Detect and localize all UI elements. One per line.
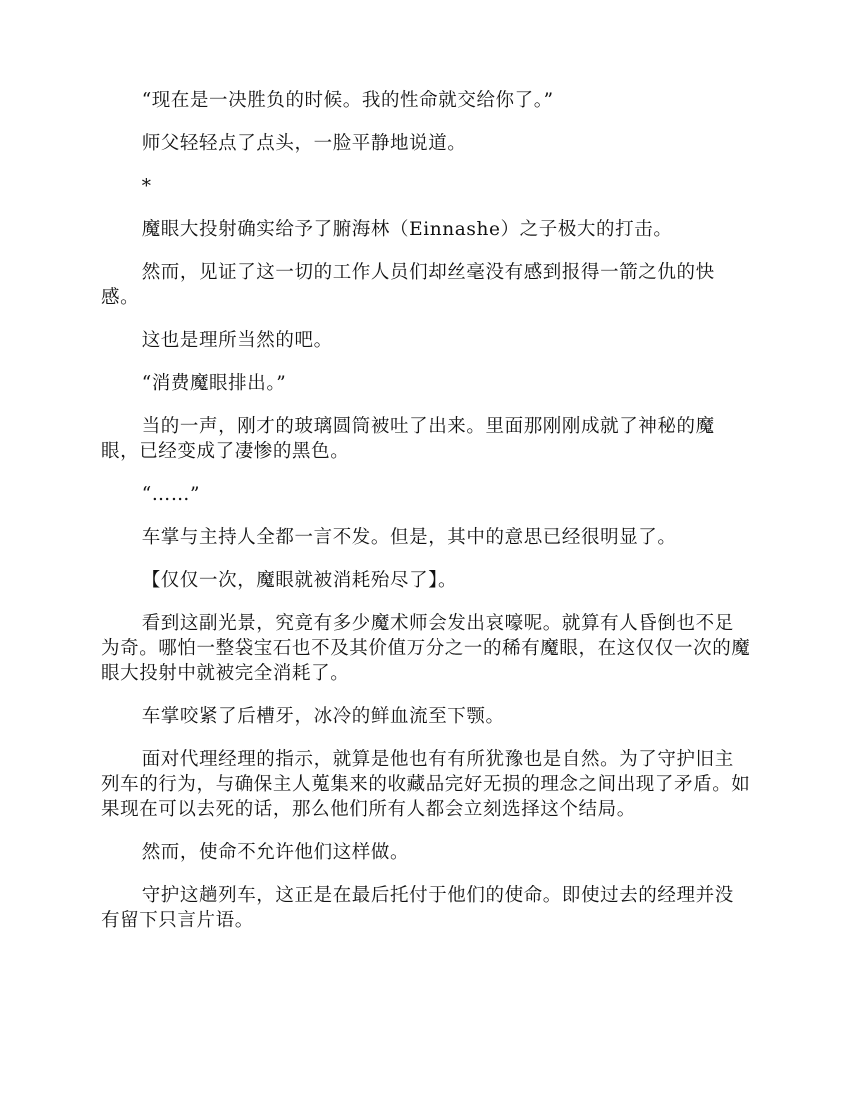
paragraph: 然而，见证了这一切的工作人员们却丝毫没有感到报得一箭之仇的快感。 (101, 262, 715, 308)
paragraph: 守护这趟列车，这正是在最后托付于他们的使命。即使过去的经理并没有留下只言片语。 (101, 885, 734, 931)
paragraph: “……” (141, 484, 201, 505)
paragraph: 车掌咬紧了后槽牙，冰冷的鲜血流至下颚。 (141, 706, 505, 727)
paragraph: 【仅仅一次，魔眼就被消耗殆尽了】。 (141, 570, 458, 591)
paragraph: “消费魔眼排出。” (141, 373, 287, 394)
paragraph: 看到这副光景，究竟有多少魔术师会发出哀嚎呢。就算有人昏倒也不足为奇。哪怕一整袋宝石也不及其价值万分之一的稀有魔眼，在这仅仅一次的魔眼大投射中就被完全消耗了。 (101, 613, 751, 684)
paragraph: 然而，使命不允许他们这样做。 (141, 842, 410, 863)
paragraph: 车掌与主持人全都一言不发。但是，其中的意思已经很明显了。 (141, 527, 677, 548)
paragraph: 这也是理所当然的吧。 (141, 330, 333, 351)
paragraph: “现在是一决胜负的时候。我的性命就交给你了。” (141, 90, 554, 111)
paragraph: 师父轻轻点了点头，一脸平静地说道。 (141, 133, 467, 154)
paragraph: 魔眼大投射确实给予了腑海林（Einnashe）之子极大的打击。 (141, 219, 673, 240)
paragraph: 当的一声，刚才的玻璃圆筒被吐了出来。里面那刚刚成就了神秘的魔眼，已经变成了凄惨的黑色。 (101, 416, 715, 462)
scene-break: * (141, 176, 152, 197)
paragraph: 面对代理经理的指示，就算是他也有有所犹豫也是自然。为了守护旧主列车的行为，与确保主人蒐集来的收藏品完好无损的理念之间出现了矛盾。如果现在可以去死的话，那么他们所有人都会立刻选择这个结局。 (101, 749, 751, 820)
body-text (101, 88, 751, 951)
